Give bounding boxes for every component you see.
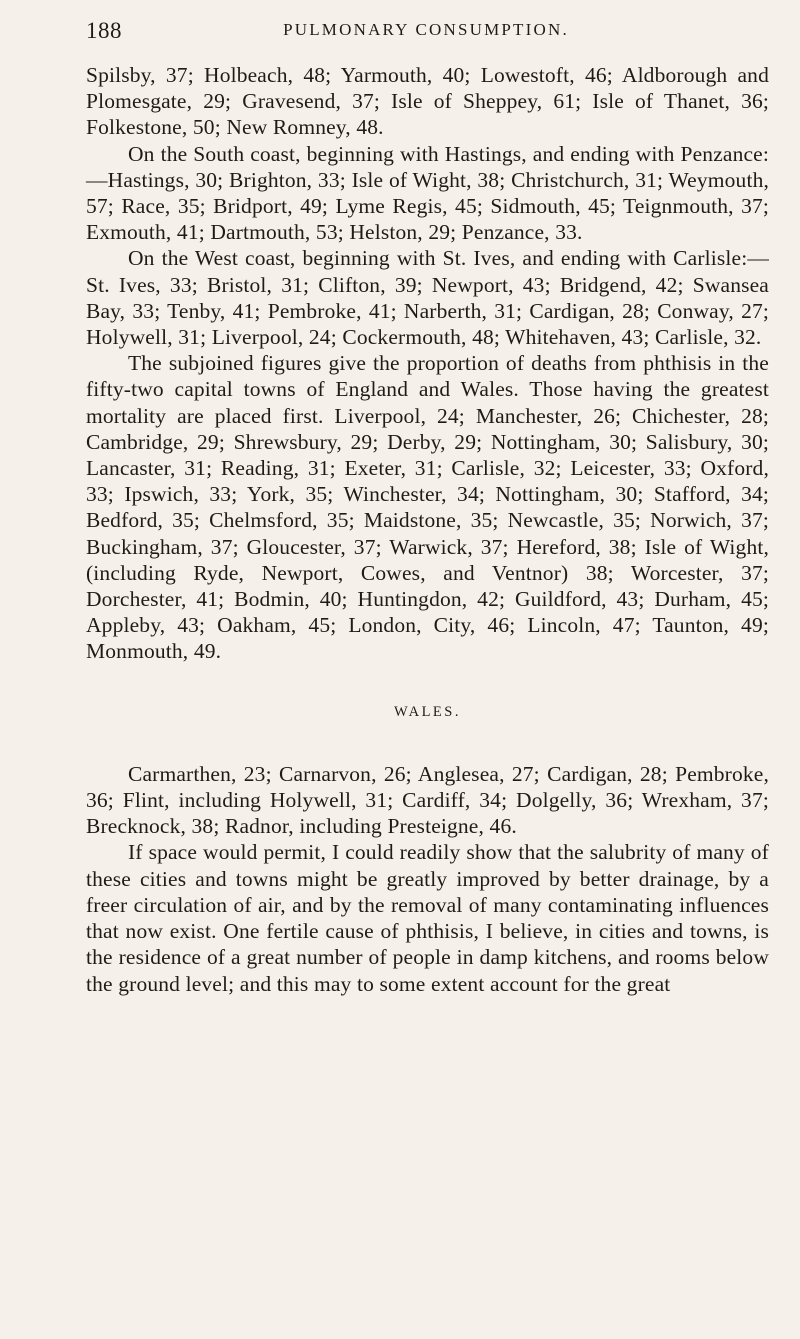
page-number: 188: [86, 18, 122, 43]
paragraph-capital-towns: The subjoined figures give the proportion of deaths from phthisis in the fifty-two capital towns of England and Wales. Those having the greatest mortality are placed first. Liverpool, 24; Manchester, 26; Chichester, 28; Cambridge, 29; Shrewsbury, 29; Derby, 29; Nottingham, 30; Salisbury, 30; Lancaster, 31; Reading, 31; Exeter, 31; Carlisle, 32; Leicester, 33; Oxford, 33; Ipswich, 33; York, 35; Winchester, 34; Nottingham, 30; Stafford, 34; Bedford, 35; Chelmsford, 35; Maidstone, 35; Newcastle, 35; Norwich, 37; Buckingham, 37; Gloucester, 37; Warwick, 37; Hereford, 38; Isle of Wight, (including Ryde, Newport, Cowes, and Ventnor) 38; Worcester, 37; Dorchester, 41; Bodmin, 40; Huntingdon, 42; Guildford, 43; Durham, 45; Appleby, 43; Oakham, 45; London, City, 46; Lincoln, 47; Taunton, 49; Monmouth, 49.: [86, 351, 769, 664]
paragraph-east-coast-continued: Spilsby, 37; Holbeach, 48; Yarmouth, 40; Lowestoft, 46; Aldborough and Plomesgate, 29; Gravesend, 37; Isle of Sheppey, 61; Isle of Thanet, 36; Folkestone, 50; New Romney, 48.: [86, 63, 769, 140]
body-text: [86, 62, 769, 997]
paragraph-wales-towns: Carmarthen, 23; Carnarvon, 26; Anglesea, 27; Cardigan, 28; Pembroke, 36; Flint, including Holywell, 31; Cardiff, 34; Dolgelly, 36; Wrexham, 37; Brecknock, 38; Radnor, including Presteigne, 46.: [86, 761, 769, 839]
paragraph-west-coast: On the West coast, beginning with St. Ives, and ending with Carlisle:—St. Ives, 33; Bristol, 31; Clifton, 39; Newport, 43; Bridgend, 42; Swansea Bay, 33; Tenby, 41; Pembroke, 41; Narberth, 31; Cardigan, 28; Conway, 27; Holywell, 31; Liverpool, 24; Cockermouth, 48; Whitehaven, 43; Carlisle, 32.: [86, 246, 769, 350]
running-title: PULMONARY CONSUMPTION.: [283, 20, 569, 39]
running-head: [86, 18, 766, 48]
paragraph-south-coast: On the South coast, beginning with Hastings, and ending with Penzance:—Hastings, 30; Brighton, 33; Isle of Wight, 38; Christchurch, 31; Weymouth, 57; Race, 35; Bridport, 49; Lyme Regis, 45; Sidmouth, 45; Teignmouth, 37; Exmouth, 41; Dartmouth, 53; Helston, 29; Penzance, 33.: [86, 141, 769, 245]
paragraph-salubrity: If space would permit, I could readily show that the salubrity of many of these cities and towns might be greatly improved by better drainage, by a freer circulation of air, and by the removal of many contaminating influences that now exist. One fertile cause of phthisis, I believe, in cities and towns, is the residence of a great number of people in damp kitchens, and rooms below the ground level; and this may to some extent account for the great: [86, 840, 769, 996]
section-heading-wales: WALES.: [394, 703, 461, 720]
